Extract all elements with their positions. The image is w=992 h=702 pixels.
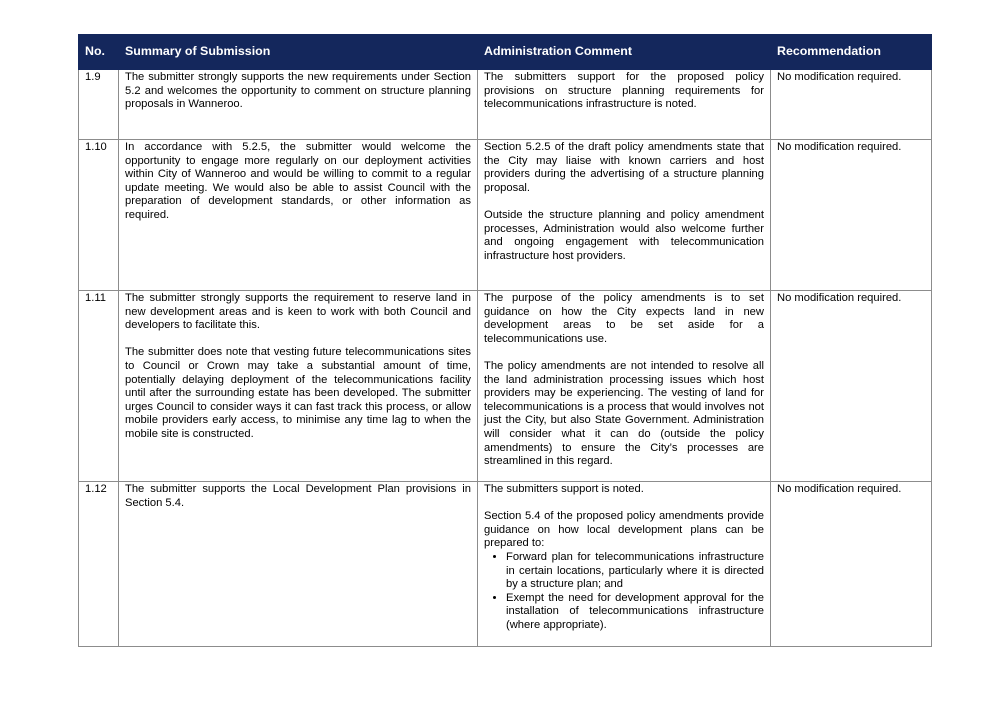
summary-cell bbox=[119, 140, 478, 291]
summary-cell bbox=[119, 70, 478, 140]
recommendation-cell: No modification required. bbox=[771, 482, 932, 647]
table-header-row bbox=[79, 35, 932, 70]
admin-paragraph: The policy amendments are not intended to resolve all the land administration processing issues which host providers may be experiencing. The vesting of land for telecommunications is a process that would involves not just the City, but also State Government. Administration will consider what it can do (outside the policy amendments) to ensure the City’s processes are streamlined in this regard. bbox=[484, 359, 764, 468]
admin-paragraph: Section 5.4 of the proposed policy amendments provide guidance on how local development plans can be prepared to: bbox=[484, 510, 764, 550]
table-row bbox=[79, 70, 932, 140]
recommendation-cell: No modification required. bbox=[771, 140, 932, 291]
summary-paragraph: The submitter strongly supports the new requirements under Section 5.2 and welcomes the opportunity to comment on structure planning proposals in Wanneroo. bbox=[125, 71, 471, 111]
admin-paragraph: The purpose of the policy amendments is to set guidance on how the City expects land in new development areas to be set aside for a telecommunications use. bbox=[484, 292, 764, 345]
admin-comment-cell bbox=[478, 291, 771, 482]
admin-comment-cell bbox=[478, 70, 771, 140]
recommendation-cell: No modification required. bbox=[771, 70, 932, 140]
summary-paragraph: In accordance with 5.2.5, the submitter would welcome the opportunity to engage more regularly on our deployment activities within City of Wanneroo and would be willing to commit to a regular update meeting. We would also be able to assist Council with the preparation of development standards, or other information as required. bbox=[125, 141, 471, 221]
column-header-no: No. bbox=[79, 35, 119, 70]
row-number: 1.11 bbox=[79, 291, 119, 482]
admin-comment-cell bbox=[478, 482, 771, 647]
admin-paragraph: The submitters support is noted. bbox=[484, 483, 644, 495]
admin-bullet-list bbox=[484, 551, 764, 633]
admin-paragraph: The submitters support for the proposed policy provisions on structure planning requirements for telecommunications infrastructure is noted. bbox=[484, 71, 764, 111]
row-number: 1.12 bbox=[79, 482, 119, 647]
row-number: 1.9 bbox=[79, 70, 119, 140]
admin-paragraph: Outside the structure planning and policy amendment processes, Administration would also welcome further and ongoing engagement with telecommunication infrastructure host providers. bbox=[484, 208, 764, 262]
summary-paragraph: The submitter strongly supports the requirement to reserve land in new development areas and is keen to work with both Council and developers to facilitate this. bbox=[125, 292, 471, 332]
admin-bullet-item: • Exempt the need for development approval for the installation of telecommunications infrastructure (where appropriate). bbox=[506, 592, 764, 633]
column-header-recommendation: Recommendation bbox=[771, 35, 932, 70]
summary-paragraph: The submitter does note that vesting future telecommunications sites to Council or Crown may take a substantial amount of time, potentially delaying deployment of the telecommunications facility until after the surrounding estate has been developed. The submitter urges Council to consider ways it can fast track this process, or allow mobile providers early access, to minimise any time lag to when the mobile site is constructed. bbox=[125, 346, 471, 440]
submissions-table bbox=[78, 34, 932, 647]
summary-cell bbox=[119, 482, 478, 647]
row-number: 1.10 bbox=[79, 140, 119, 291]
summary-cell bbox=[119, 291, 478, 482]
admin-comment-cell bbox=[478, 140, 771, 291]
table-row bbox=[79, 140, 932, 291]
summary-paragraph: The submitter supports the Local Development Plan provisions in Section 5.4. bbox=[125, 483, 471, 509]
column-header-admin-comment: Administration Comment bbox=[478, 35, 771, 70]
admin-bullet-item: • Forward plan for telecommunications infrastructure in certain locations, particularly where it is directed by a structure plan; and bbox=[506, 551, 764, 592]
table-row bbox=[79, 291, 932, 482]
admin-paragraph: Section 5.2.5 of the draft policy amendments state that the City may liaise with known carriers and host providers during the advertising of a structure planning proposal. bbox=[484, 141, 764, 194]
table-row bbox=[79, 482, 932, 647]
recommendation-cell: No modification required. bbox=[771, 291, 932, 482]
column-header-summary: Summary of Submission bbox=[119, 35, 478, 70]
